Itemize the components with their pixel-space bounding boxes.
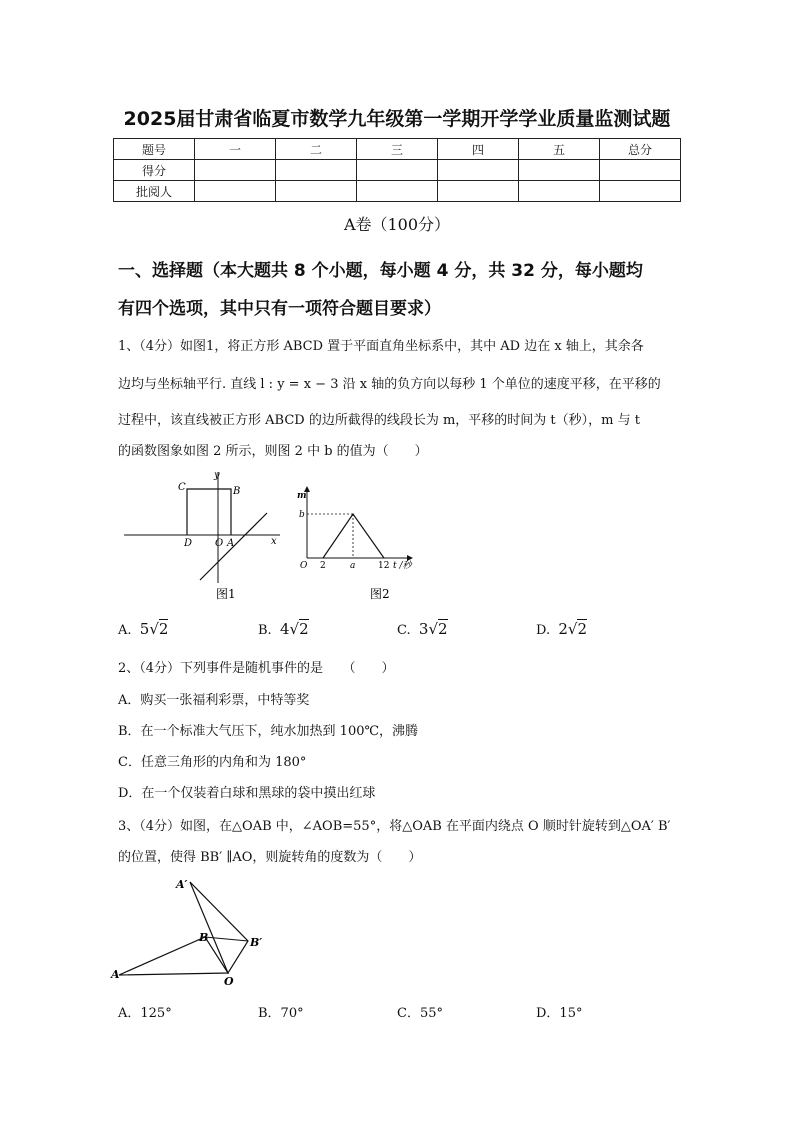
fig2-label-m: m (297, 491, 307, 501)
table-cell (195, 181, 276, 202)
fig1-label-a: A (227, 538, 235, 549)
q1-line1: 1、（4分）如图1，将正方形 ABCD 置于平面直角坐标系中，其中 AD 边在 x 轴上，其余各 (118, 339, 644, 354)
q3-option-b: B．70° (258, 1006, 304, 1021)
q2-option-a: A．购买一张福利彩票，中特等奖 (118, 693, 310, 708)
q3-option-a: A．125° (118, 1006, 172, 1021)
fig1-caption: 图1 (216, 587, 236, 601)
part1-heading-line2: 有四个选项，其中只有一项符合题目要求） (118, 299, 441, 319)
table-cell (519, 160, 600, 181)
fig2-tick-2: 2 (320, 561, 326, 571)
q3-option-c: C．55° (397, 1006, 443, 1021)
table-row (114, 181, 681, 202)
q3-label-o: O (224, 975, 234, 988)
q1-option-a: A. 5√2 (118, 620, 169, 638)
fig1-label-d: D (184, 538, 193, 549)
table-cell (357, 160, 438, 181)
score-table (113, 138, 681, 202)
table-cell: 一 (195, 139, 276, 160)
fig1-label-b: B (233, 486, 241, 497)
fig1-label-o: O (215, 538, 224, 549)
section-a-title: A卷（100分） (343, 215, 451, 234)
table-cell: 总分 (600, 139, 681, 160)
fig2-tick-a: a (350, 561, 356, 571)
table-cell: 三 (357, 139, 438, 160)
q1-figure2 (290, 486, 440, 606)
q1-line3: 过程中，该直线被正方形 ABCD 的边所截得的线段长为 m，平移的时间为 t（秒），m 与 t (118, 413, 640, 428)
table-row (114, 160, 681, 181)
table-cell: 二 (276, 139, 357, 160)
q2-option-b: B．在一个标准大气压下，纯水加热到 100℃，沸腾 (118, 724, 419, 739)
table-cell (600, 181, 681, 202)
fig2-tick-12: 12 (378, 561, 390, 571)
fig2-label-b: b (299, 510, 305, 520)
q3-line2: 的位置，使得 BB′ ∥AO，则旋转角的度数为（ ） (118, 850, 422, 865)
q3-label-b: B (199, 931, 209, 944)
table-cell (276, 160, 357, 181)
q1-option-d: D. 2√2 (536, 620, 588, 638)
q2-option-c: C．任意三角形的内角和为 180° (118, 755, 307, 770)
table-row (114, 139, 681, 160)
fig1-label-y: y (214, 470, 220, 481)
table-cell (519, 181, 600, 202)
table-cell (438, 160, 519, 181)
table-cell (276, 181, 357, 202)
q3-line1: 3、（4分）如图，在△OAB 中，∠AOB=55°，将△OAB 在平面内绕点 O 顺时针旋转到△OA′ B′ (118, 819, 671, 834)
q3-label-b1: B′ (250, 936, 263, 949)
table-cell: 得分 (114, 160, 195, 181)
table-cell (600, 160, 681, 181)
page-title: 2025届甘肃省临夏市数学九年级第一学期开学学业质量监测试题 (123, 108, 671, 130)
fig1-label-x: x (271, 536, 277, 547)
q3-option-d: D．15° (536, 1006, 583, 1021)
q3-label-a1: A′ (176, 878, 188, 891)
fig1-label-c: C (178, 482, 186, 493)
table-cell: 题号 (114, 139, 195, 160)
q2-stem: 2、（4分）下列事件是随机事件的是 （ ） (118, 661, 395, 676)
q2-option-d: D．在一个仅装着白球和黑球的袋中摸出红球 (118, 786, 376, 801)
table-cell (195, 160, 276, 181)
fig2-label-o: O (300, 561, 308, 571)
table-cell: 批阅人 (114, 181, 195, 202)
fig2-label-t: t /秒 (393, 561, 412, 571)
table-cell (438, 181, 519, 202)
q3-figure (110, 872, 280, 988)
part1-heading-line1: 一、选择题（本大题共 8 个小题，每小题 4 分，共 32 分，每小题均 (118, 261, 643, 281)
q1-option-c: C. 3√2 (397, 620, 448, 638)
q3-label-a: A (111, 968, 120, 981)
table-cell: 五 (519, 139, 600, 160)
fig2-caption: 图2 (370, 587, 390, 601)
q1-option-b: B. 4√2 (258, 620, 309, 638)
q1-figure1 (120, 468, 285, 608)
q1-line2: 边均与坐标轴平行. 直线 l : y = x − 3 沿 x 轴的负方向以每秒 1 个单位的速度平移，在平移的 (118, 377, 661, 392)
table-cell (357, 181, 438, 202)
table-cell: 四 (438, 139, 519, 160)
q1-line4: 的函数图象如图 2 所示，则图 2 中 b 的值为（ ） (118, 444, 428, 459)
